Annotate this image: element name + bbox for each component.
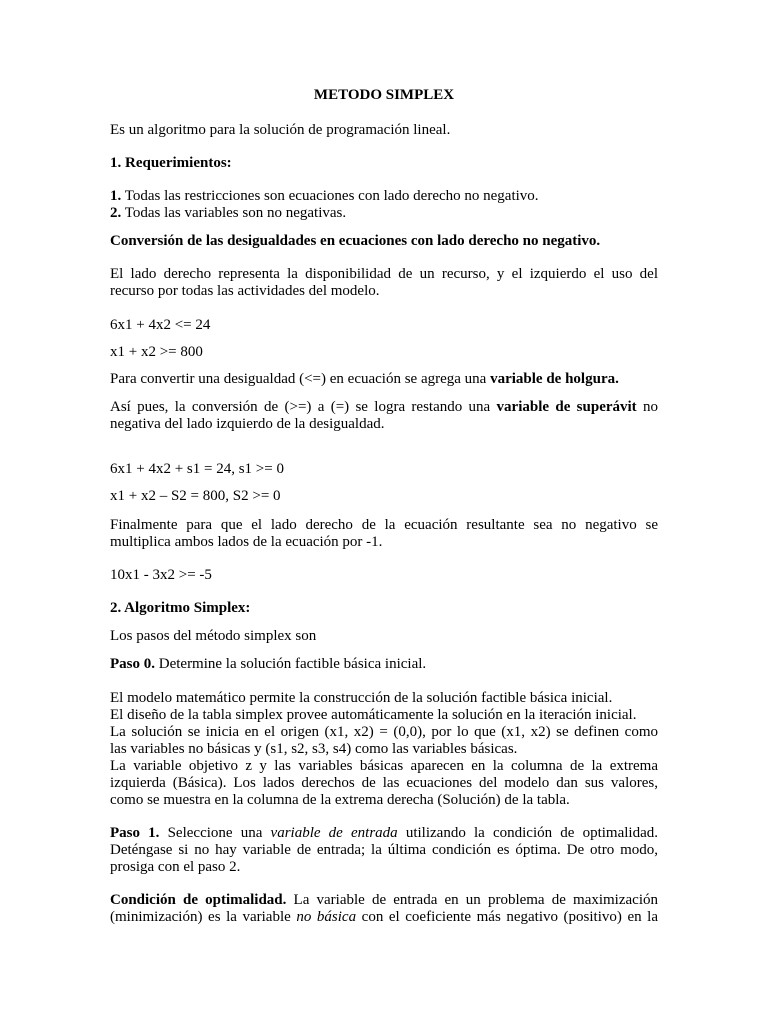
model-line7: como se muestra en la columna de la extrema derecha (Solución) de la tabla. — [110, 792, 570, 808]
requirement-2: 2. Todas las variables son no negativas. — [110, 205, 347, 221]
equation-3: 6x1 + 4x2 + s1 = 24, s1 >= 0 — [110, 461, 284, 477]
slack-variable-text: Para convertir una desigualdad (<=) en ecuación se agrega una variable de holgura. — [110, 371, 619, 387]
finally-paragraph-line2: multiplica ambos lados de la ecuación por -1. — [110, 534, 383, 550]
surplus-variable-line1: Así pues, la conversión de (>=) a (=) se logra restando una variable de superávit no — [110, 399, 659, 415]
page-title: METODO SIMPLEX — [313, 87, 455, 103]
equation-5: 10x1 - 3x2 >= -5 — [110, 567, 212, 583]
intro-text: Es un algoritmo para la solución de programación lineal. — [110, 122, 451, 138]
model-line6: izquierda (Básica). Los lados derechos de las ecuaciones del modelo dan sus valores, — [110, 775, 658, 791]
requirements-heading: 1. Requerimientos: — [110, 155, 232, 171]
conversion-paragraph-line2: recurso por todas las actividades del modelo. — [110, 283, 380, 299]
algorithm-heading: 2. Algoritmo Simplex: — [110, 600, 251, 616]
optimality-condition-line2: (minimización) es la variable no básica con el coeficiente más negativo (positivo) en la — [110, 909, 658, 925]
model-line5: La variable objetivo z y las variables básicas aparecen en la columna de la extrema — [110, 758, 658, 774]
paso-1-line3: prosiga con el paso 2. — [110, 859, 241, 875]
equation-1: 6x1 + 4x2 <= 24 — [110, 317, 211, 333]
model-line3: La solución se inicia en el origen (x1, x2) = (0,0), por lo que (x1, x2) se definen como — [110, 724, 658, 740]
conversion-paragraph-line1: El lado derecho representa la disponibilidad de un recurso, y el izquierdo el uso del — [110, 266, 658, 282]
finally-paragraph-line1: Finalmente para que el lado derecho de la ecuación resultante sea no negativo se — [110, 517, 658, 533]
steps-intro: Los pasos del método simplex son — [110, 628, 317, 644]
model-line1: El modelo matemático permite la construcción de la solución factible básica inicial. — [110, 690, 613, 706]
model-line4: las variables no básicas y (s1, s2, s3, s4) como las variables básicas. — [110, 741, 518, 757]
conversion-heading: Conversión de las desigualdades en ecuaciones con lado derecho no negativo. — [110, 233, 601, 249]
paso-1-line2: Deténgase si no hay variable de entrada; la última condición es óptima. De otro modo, — [110, 842, 658, 858]
paso-0: Paso 0. Determine la solución factible básica inicial. — [110, 656, 427, 672]
requirement-1: 1. Todas las restricciones son ecuaciones con lado derecho no negativo. — [110, 188, 539, 204]
paso-1-line1: Paso 1. Seleccione una variable de entrada utilizando la condición de optimalidad. — [110, 825, 659, 841]
surplus-variable-line2: negativa del lado izquierdo de la desigualdad. — [110, 416, 385, 432]
model-line2: El diseño de la tabla simplex provee automáticamente la solución en la iteración inicial. — [110, 707, 637, 723]
optimality-condition-line1: Condición de optimalidad. La variable de entrada en un problema de maximización — [110, 892, 658, 908]
equation-4: x1 + x2 – S2 = 800, S2 >= 0 — [110, 488, 281, 504]
equation-2: x1 + x2 >= 800 — [110, 344, 203, 360]
